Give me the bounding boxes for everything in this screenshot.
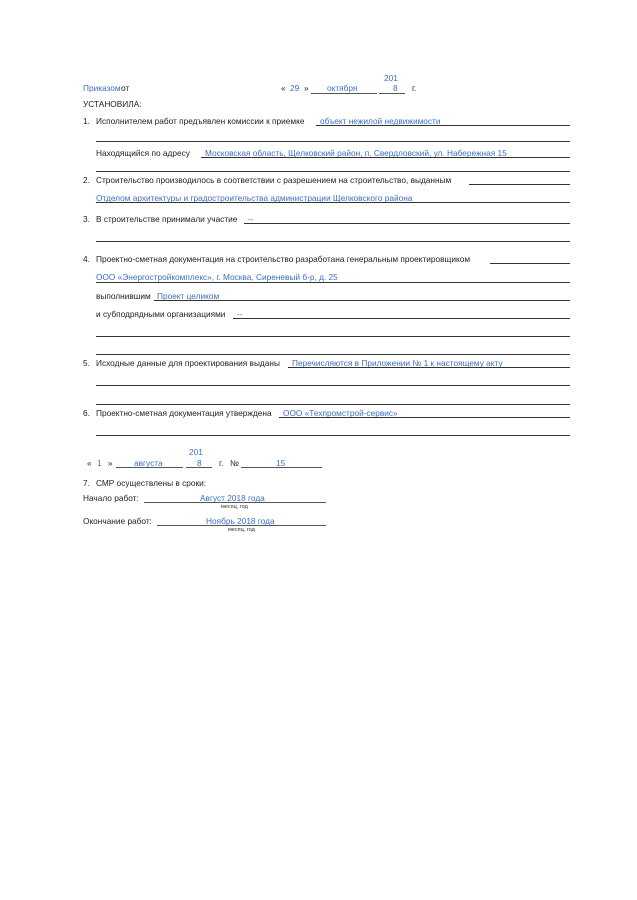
approval-quote-close: » (108, 458, 113, 468)
order-month: октября (327, 83, 358, 93)
item-5-underline (288, 367, 570, 368)
order-year-bottom: 8 (393, 83, 398, 93)
item-6-blank-line (96, 435, 570, 436)
item-6-value: ООО «Техпромстрой-сервис» (283, 408, 398, 418)
item-4-sub-underline (233, 318, 570, 319)
approval-quote-open: « (87, 458, 92, 468)
item-4-performed-label: выполнившим (96, 291, 151, 301)
order-link[interactable]: Приказом (83, 83, 121, 93)
item-1-address-underline (201, 157, 570, 158)
month-underline (311, 93, 377, 94)
item-4-blank-line-2 (96, 354, 570, 355)
end-underline (157, 525, 326, 526)
approval-day: 1 (97, 458, 102, 468)
start-underline (144, 502, 326, 503)
item-3-label: В строительстве принимали участие (96, 214, 238, 224)
from-label: от (121, 83, 130, 93)
start-label: Начало работ: (83, 493, 139, 503)
item-1-value: объект нежилой недвижимости (320, 116, 441, 126)
item-7-number: 7. (83, 478, 90, 488)
quote-open: « (281, 83, 286, 93)
item-4-sub-value: -- (237, 309, 243, 319)
item-6-label: Проектно-сметная документация утверждена (96, 408, 272, 418)
item-2-label: Строительство производилось в соответствии с разрешением на строительство, выданным (96, 175, 452, 185)
item-4-label: Проектно-сметная документация на строительство разработана генеральным проектировщиком (96, 254, 471, 264)
approval-year-top: 201 (189, 447, 203, 457)
item-3-blank-line (96, 241, 570, 242)
item-1-number: 1. (83, 116, 90, 126)
item-1-blank-line (96, 141, 570, 142)
start-hint: месяц, год (221, 504, 248, 510)
item-6-underline (279, 417, 570, 418)
item-3-value: -- (248, 214, 254, 224)
item-1-underline (316, 125, 570, 126)
item-2-underline-short (469, 184, 570, 185)
end-hint: месяц, год (228, 527, 255, 533)
approval-year-suffix: г. (219, 458, 224, 468)
approval-month: августа (134, 458, 163, 468)
item-4-number: 4. (83, 254, 90, 264)
approval-year-bottom: 8 (197, 458, 202, 468)
item-3-number: 3. (83, 214, 90, 224)
item-1-address-label: Находящийся по адресу (96, 148, 190, 158)
established-heading: УСТАНОВИЛА: (83, 99, 142, 109)
start-value: Август 2018 года (200, 493, 265, 503)
item-4-blank-line (96, 336, 570, 337)
item-4-performed-underline (154, 300, 570, 301)
order-year-top: 201 (384, 73, 398, 83)
item-5-value: Перечисляются в Приложении № 1 к настоящему акту (292, 358, 503, 368)
item-5-blank-line (96, 385, 570, 386)
item-7-label: СМР осуществлены в сроки: (96, 478, 207, 488)
end-value: Ноябрь 2018 года (206, 516, 275, 526)
approval-number: 15 (276, 458, 286, 468)
item-5-blank-line-2 (96, 404, 570, 405)
item-6-number: 6. (83, 408, 90, 418)
order-day: 29 (290, 83, 300, 93)
item-4-value: ООО «Энергостройкомплекс», г. Москва, Сиреневый б-р, д. 25 (96, 272, 338, 282)
item-1-label: Исполнителем работ предъявлен комиссии к приемке (96, 116, 305, 126)
item-1-address-value: Московская область, Щелковский район, п. Свердловский, ул. Набережная 15 (205, 148, 507, 158)
end-label: Окончание работ: (83, 516, 152, 526)
approval-number-label: № (230, 458, 239, 468)
item-5-label: Исходные данные для проектирования выданы (96, 358, 280, 368)
quote-close: » (304, 83, 309, 93)
item-2-underline (96, 202, 570, 203)
item-4-underline (96, 282, 570, 283)
item-4-performed-value: Проект целиком (157, 291, 220, 301)
item-2-number: 2. (83, 175, 90, 185)
item-4-sub-label: и субподрядными организациями (96, 309, 226, 319)
item-4-underline-short (490, 263, 570, 264)
year-suffix: г. (412, 83, 417, 93)
item-2-value: Отделом архитектуры и градостроительства администрации Щелковского района (96, 193, 413, 203)
item-1-blank-line-2 (96, 171, 570, 172)
item-3-underline (244, 223, 570, 224)
item-5-number: 5. (83, 358, 90, 368)
year-underline (379, 93, 405, 94)
